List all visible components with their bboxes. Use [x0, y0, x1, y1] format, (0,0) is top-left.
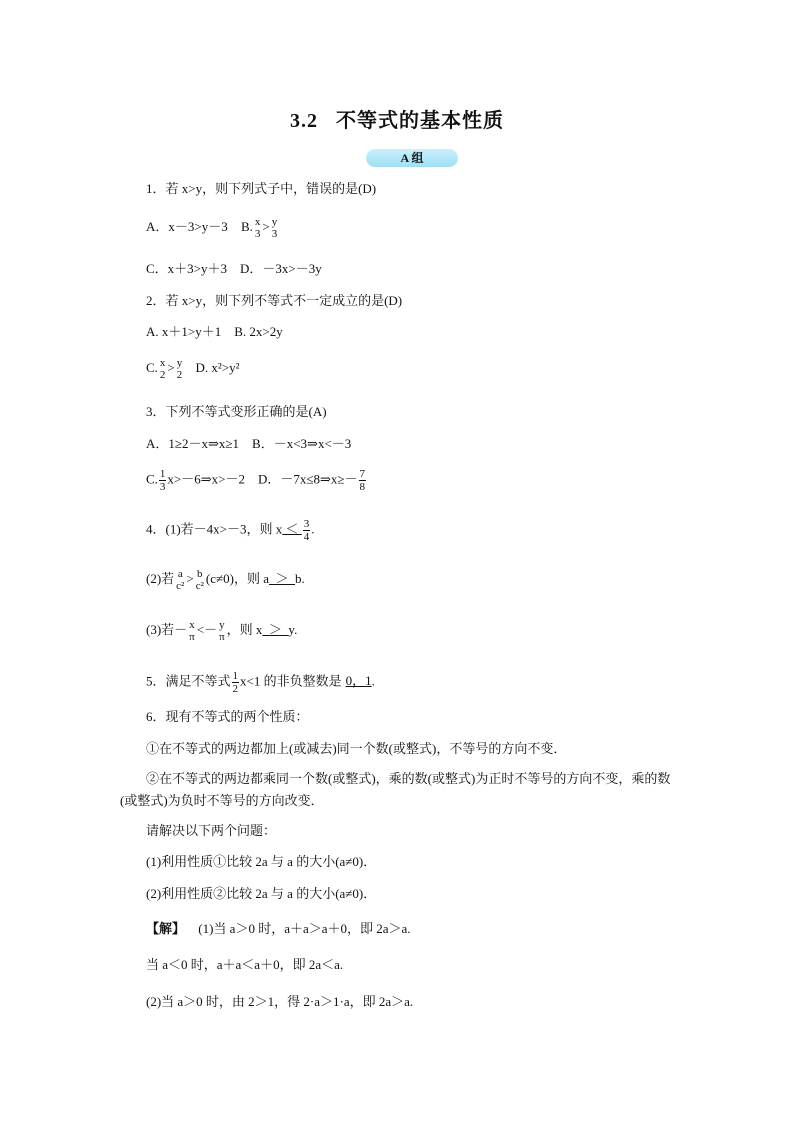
- question-6-property-1: ①在不等式的两边都加上(或减去)同一个数(或整式)，不等号的方向不变．: [146, 741, 567, 756]
- question-4-part-1: 4．(1)若－4x>－3，则 x ＜ $\frac{3}{4}$ .: [146, 518, 315, 543]
- q3-option-d-frac: $\frac{7}{8}$: [359, 468, 366, 493]
- q4-part-2-answer: ＞: [275, 570, 289, 586]
- group-badge: A 组: [366, 149, 458, 167]
- q4-part-3-frac1: x π: [189, 619, 195, 643]
- question-2-options-ab: A. x＋1>y＋1 B. 2x>2y: [146, 324, 283, 339]
- q2-option-c-frac1: x 2: [159, 357, 166, 381]
- q1-option-b-frac2: y 3: [271, 216, 278, 240]
- q1-option-a: A．x－3>y－3: [146, 218, 228, 234]
- question-3-stem: 3．下列不等式变形正确的是(A): [146, 404, 327, 419]
- q4-part-3-frac2: y π: [219, 619, 225, 643]
- question-1-options-cd: C．x＋3>y＋3 D．－3x>－3y: [146, 261, 322, 276]
- q4-part-1-frac: $\frac{3}{4}$: [303, 518, 310, 543]
- question-6-solution-3: (2)当 a＞0 时，由 2＞1，得 2·a＞1·a，即 2a＞a.: [146, 994, 414, 1009]
- q1-option-b-prefix: B.: [240, 218, 253, 234]
- q5-answer: 0，1: [345, 673, 372, 689]
- q4-part-3-answer: ＞: [268, 621, 282, 637]
- q1-option-b-frac1: x 3: [254, 216, 261, 240]
- q4-part-2-frac2: b c²: [195, 568, 204, 592]
- solution-label: 【解】: [146, 921, 186, 936]
- question-6-property-2: ②在不等式的两边都乘同一个数(或整式)，乘的数(或整式)为正时不等号的方向不变，乘的数(或整式)为负时不等号的方向改变．: [120, 771, 671, 808]
- question-2-options-cd: C. x 2 > y 2 D. x²>y²: [146, 357, 240, 381]
- question-6-ask: 请解决以下两个问题：: [146, 823, 277, 838]
- section-title-text: 不等式的基本性质: [336, 110, 504, 132]
- question-4-part-3: (3)若－ x π <－ y π ，则 x ＞ y.: [146, 619, 298, 643]
- question-6-stem: 6．现有不等式的两个性质：: [146, 709, 309, 724]
- question-6-ask-2: (2)利用性质②比较 2a 与 a 的大小(a≠0)．: [146, 886, 377, 901]
- section-number: 3.2: [290, 110, 318, 132]
- question-5: 5．满足不等式 $\frac{1}{2}$ x<1 的非负整数是 0，1.: [146, 670, 375, 695]
- question-4-part-2: (2)若 a c² > b c² (c≠0)，则 a ＞ b.: [146, 568, 305, 592]
- q4-part-2-frac1: a c²: [176, 568, 185, 592]
- q3-option-c-frac: $\frac{1}{3}$: [159, 468, 166, 493]
- question-3-options-ab: A．1≥2－x⇒x≥1 B．－x<3⇒x<－3: [146, 436, 352, 451]
- question-6-solution-1: 【解】 (1)当 a＞0 时，a＋a＞a＋0，即 2a＞a.: [146, 921, 411, 936]
- question-1-stem: 1．若 x>y，则下列式子中，错误的是(D): [146, 181, 377, 196]
- question-6-ask-1: (1)利用性质①比较 2a 与 a 的大小(a≠0)．: [146, 854, 377, 869]
- q4-part-1-answer: ＜: [285, 521, 299, 537]
- q5-frac: $\frac{1}{2}$: [232, 670, 239, 695]
- q2-option-c-frac2: y 2: [176, 357, 183, 381]
- question-3-options-cd: C. $\frac{1}{3}$ x>－6⇒x>－2 D．－7x≤8⇒x≥－ $\frac{7}{8}$: [146, 468, 366, 493]
- question-6-solution-2: 当 a＜0 时，a＋a＜a＋0，即 2a＜a.: [146, 957, 344, 972]
- question-2-stem: 2．若 x>y，则下列不等式不一定成立的是(D): [146, 293, 403, 308]
- q2-option-d: D. x²>y²: [195, 359, 240, 375]
- section-title: [0, 104, 794, 133]
- question-1-options-ab: A．x－3>y－3 B. x 3 > y 3: [146, 216, 278, 240]
